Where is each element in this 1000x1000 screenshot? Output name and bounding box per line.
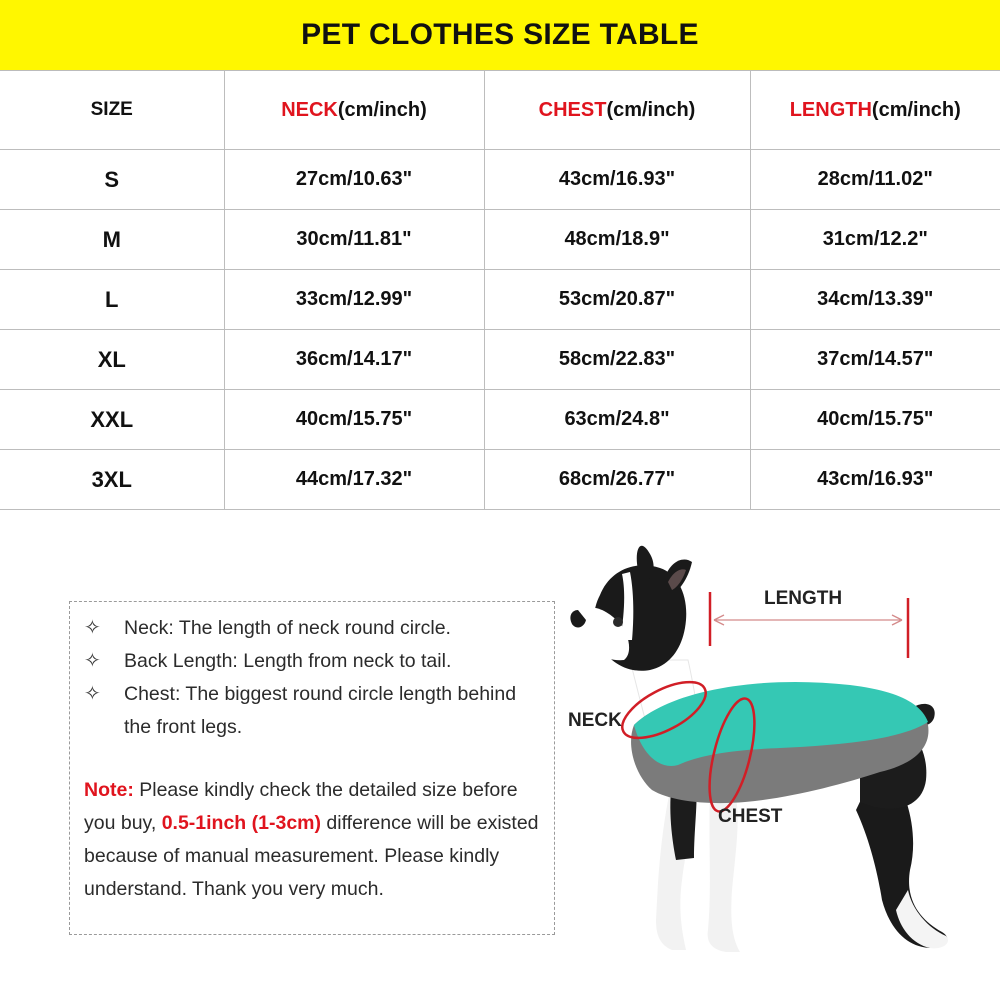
size-cell: XL — [0, 330, 224, 390]
chest-cell: 58cm/22.83" — [484, 330, 750, 390]
length-cell: 28cm/11.02" — [750, 150, 1000, 210]
header-size: SIZE — [0, 71, 224, 150]
chest-cell: 68cm/26.77" — [484, 450, 750, 510]
neck-cell: 44cm/17.32" — [224, 450, 484, 510]
neck-cell: 36cm/14.17" — [224, 330, 484, 390]
header-length-unit: (cm/inch) — [871, 98, 961, 121]
measurement-notes-box — [69, 601, 555, 935]
table-row — [0, 450, 1000, 510]
length-label: LENGTH — [764, 588, 843, 609]
neck-cell: 27cm/10.63" — [224, 150, 484, 210]
neck-cell: 30cm/11.81" — [224, 210, 484, 270]
dog-measurement-figure — [560, 540, 1000, 980]
bullet-text: Neck: The length of neck round circle. — [124, 617, 451, 639]
note-highlight: 0.5-1inch (1-3cm) — [161, 812, 321, 834]
size-table — [0, 71, 1000, 510]
table-row — [0, 150, 1000, 210]
four-point-star-icon: ✧ — [84, 650, 101, 672]
title-banner — [0, 0, 1000, 71]
bullet-text: Chest: The biggest round circle length behind the front legs. — [124, 683, 517, 738]
note-text: Please kindly check the detailed size before you buy, — [84, 779, 518, 834]
header-neck-label: NECK — [281, 98, 338, 121]
bullet-item-neck — [84, 612, 542, 645]
length-cell: 34cm/13.39" — [750, 270, 1000, 330]
header-chest-unit: (cm/inch) — [606, 98, 696, 121]
size-cell: 3XL — [0, 450, 224, 510]
size-cell: S — [0, 150, 224, 210]
page-title: PET CLOTHES SIZE TABLE — [301, 18, 699, 51]
length-cell: 37cm/14.57" — [750, 330, 1000, 390]
table-row — [0, 210, 1000, 270]
bullet-item-chest — [84, 678, 542, 744]
chest-cell: 43cm/16.93" — [484, 150, 750, 210]
header-length-label: LENGTH — [789, 98, 872, 121]
table-row — [0, 390, 1000, 450]
neck-label: NECK — [568, 710, 622, 731]
chest-cell: 48cm/18.9" — [484, 210, 750, 270]
header-chest-label: CHEST — [538, 98, 607, 121]
bullet-text: Back Length: Length from neck to tail. — [124, 650, 452, 672]
table-row — [0, 270, 1000, 330]
header-neck — [224, 71, 484, 150]
size-cell: XXL — [0, 390, 224, 450]
note-paragraph — [84, 774, 542, 906]
header-length — [750, 71, 1000, 150]
header-chest — [484, 71, 750, 150]
neck-cell: 40cm/15.75" — [224, 390, 484, 450]
neck-cell: 33cm/12.99" — [224, 270, 484, 330]
table-header-row — [0, 71, 1000, 150]
note-label: Note: — [84, 779, 134, 801]
chest-cell: 63cm/24.8" — [484, 390, 750, 450]
header-neck-unit: (cm/inch) — [337, 98, 427, 121]
chest-cell: 53cm/20.87" — [484, 270, 750, 330]
length-cell: 43cm/16.93" — [750, 450, 1000, 510]
bullet-item-back-length — [84, 645, 542, 678]
length-cell: 31cm/12.2" — [750, 210, 1000, 270]
chest-label: CHEST — [718, 806, 783, 827]
length-cell: 40cm/15.75" — [750, 390, 1000, 450]
size-cell: L — [0, 270, 224, 330]
four-point-star-icon: ✧ — [84, 617, 101, 639]
table-row — [0, 330, 1000, 390]
four-point-star-icon: ✧ — [84, 683, 101, 705]
note-text: difference will be existed because of manual measurement. Please kindly understand. Thank you very much. — [84, 812, 539, 900]
size-cell: M — [0, 210, 224, 270]
